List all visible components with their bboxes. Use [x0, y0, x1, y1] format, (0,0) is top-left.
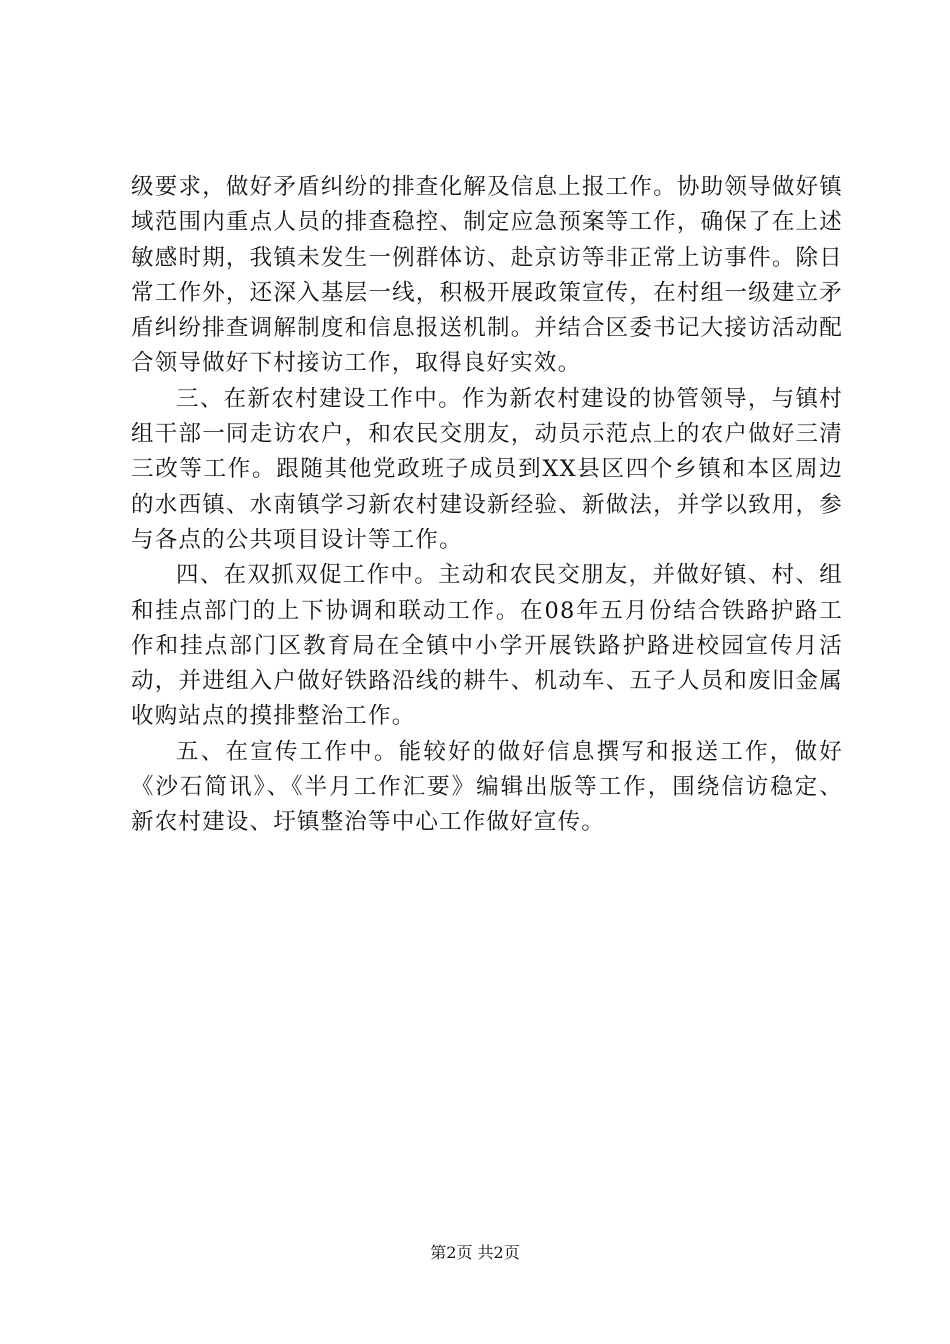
paragraph-publicity: 五、在宣传工作中。能较好的做好信息撰写和报送工作，做好《沙石简讯》、《半月工作汇要》编辑出版等工作，围绕信访稳定、新农村建设、圩镇整治等中心工作做好宣传。 — [131, 738, 843, 836]
paragraph-double-grasp: 四、在双抓双促工作中。主动和农民交朋友，并做好镇、村、组和挂点部门的上下协调和联动工作。在08年五月份结合铁路护路工作和挂点部门区教育局在全镇中小学开展铁路护路进校园宣传月活动，并进组入户做好铁路沿线的耕牛、机动车、五子人员和废旧金属收购站点的摸排整治工作。 — [131, 562, 843, 730]
paragraph-petition-work: 级要求，做好矛盾纠纷的排查化解及信息上报工作。协助领导做好镇域范围内重点人员的排查稳控、制定应急预案等工作，确保了在上述敏感时期，我镇未发生一例群体访、赴京访等非正常上访事件。除日常工作外，还深入基层一线，积极开展政策宣传，在村组一级建立矛盾纠纷排查调解制度和信息报送机制。并结合区委书记大接访活动配合领导做好下村接访工作，取得良好实效。 — [131, 174, 843, 377]
page-number-label: 第2页 共2页 — [430, 1243, 520, 1262]
paragraph-new-countryside: 三、在新农村建设工作中。作为新农村建设的协管领导，与镇村组干部一同走访农户，和农民交朋友，动员示范点上的农户做好三清三改等工作。跟随其他党政班子成员到XX县区四个乡镇和本区周边的水西镇、水南镇学习新农村建设新经验、新做法，并学以致用，参与各点的公共项目设计等工作。 — [131, 385, 843, 553]
page-footer — [0, 1243, 950, 1263]
document-body — [131, 170, 843, 841]
